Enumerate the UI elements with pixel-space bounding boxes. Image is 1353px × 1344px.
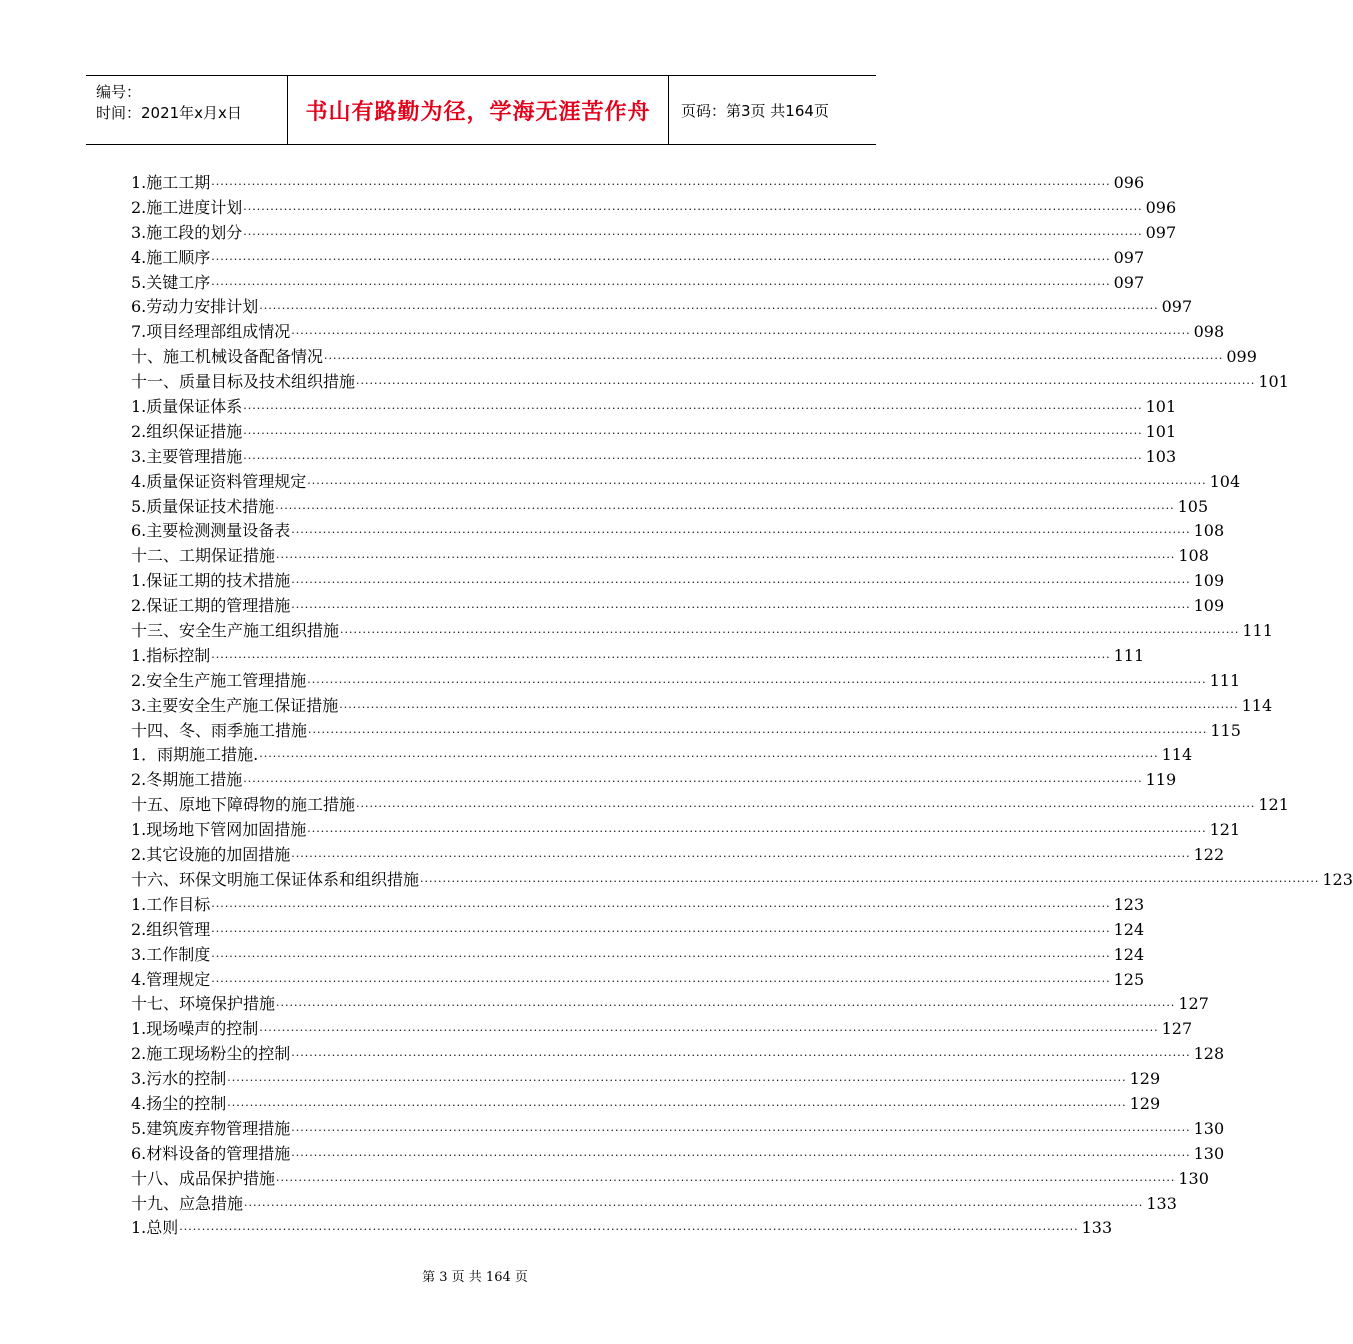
toc-entry[interactable] <box>131 719 1241 744</box>
toc-entry[interactable] <box>131 1092 1161 1117</box>
toc-entry-page: 121 <box>1209 820 1241 840</box>
toc-entry-page: 097 <box>1113 272 1145 292</box>
toc-leader-dots: ········································································································································································································ <box>308 725 1208 739</box>
toc-leader-dots: ········································································································································································································ <box>291 327 1191 341</box>
toc-entry[interactable] <box>131 793 1289 818</box>
toc-entry[interactable] <box>131 295 1193 320</box>
toc-leader-dots: ········································································································································································································ <box>211 924 1111 938</box>
toc-leader-dots: ········································································································································································································ <box>259 750 1159 764</box>
toc-entry[interactable] <box>131 470 1241 495</box>
page-header <box>86 75 876 145</box>
toc-entry[interactable] <box>131 992 1209 1017</box>
toc-entry[interactable] <box>131 246 1145 271</box>
toc-leader-dots: ········································································································································································································ <box>243 402 1143 416</box>
toc-entry[interactable] <box>131 196 1177 221</box>
toc-entry-page: 130 <box>1193 1143 1225 1163</box>
toc-entry-page: 115 <box>1210 720 1241 740</box>
toc-leader-dots: ········································································································································································································ <box>291 1049 1191 1063</box>
toc-entry-page: 097 <box>1113 247 1145 267</box>
toc-entry-title: 1.现场地下管网加固措施 <box>131 820 307 840</box>
toc-entry-page: 109 <box>1193 596 1225 616</box>
toc-entry-page: 101 <box>1258 372 1289 392</box>
toc-leader-dots: ········································································································································································································ <box>211 178 1111 191</box>
toc-entry[interactable] <box>131 320 1225 345</box>
header-page-label: 页码：第3页 共164页 <box>681 102 829 120</box>
toc-leader-dots: ········································································································································································································ <box>324 352 1224 366</box>
toc-leader-dots: ········································································································································································································ <box>259 1024 1159 1038</box>
toc-entry[interactable] <box>131 1117 1225 1142</box>
toc-entry-page: 104 <box>1209 471 1241 491</box>
toc-entry-title: 十、施工机械设备配备情况 <box>131 347 324 367</box>
toc-leader-dots: ········································································································································································································ <box>291 576 1191 590</box>
toc-leader-dots: ········································································································································································································ <box>420 874 1320 888</box>
document-time-label: 时间：2021年x月x日 <box>96 104 242 122</box>
toc-entry[interactable] <box>131 271 1145 296</box>
toc-entry[interactable] <box>131 1167 1209 1192</box>
toc-entry-title: 十二、工期保证措施 <box>131 546 276 566</box>
toc-entry-title: 3.主要管理措施 <box>131 446 243 466</box>
table-of-contents <box>131 171 1353 1241</box>
toc-entry-page: 124 <box>1113 944 1145 964</box>
toc-entry[interactable] <box>131 345 1257 370</box>
toc-entry-page: 124 <box>1113 919 1145 939</box>
toc-entry-title: 6.材料设备的管理措施 <box>131 1143 291 1163</box>
toc-leader-dots: ········································································································································································································ <box>307 476 1207 490</box>
toc-leader-dots: ········································································································································································································ <box>276 1173 1176 1187</box>
toc-entry-page: 098 <box>1193 322 1225 342</box>
toc-entry-page: 108 <box>1178 546 1209 566</box>
toc-entry[interactable] <box>131 1142 1225 1167</box>
toc-entry-page: 097 <box>1145 222 1177 242</box>
toc-entry-page: 111 <box>1242 621 1273 641</box>
toc-leader-dots: ········································································································································································································ <box>275 501 1175 515</box>
toc-entry-title: 1.现场噪声的控制 <box>131 1019 259 1039</box>
toc-entry[interactable] <box>131 968 1145 993</box>
toc-leader-dots: ········································································································································································································ <box>211 974 1111 988</box>
toc-leader-dots: ········································································································································································································ <box>356 377 1256 391</box>
toc-entry[interactable] <box>131 918 1145 943</box>
toc-entry[interactable] <box>131 370 1289 395</box>
toc-entry-page: 133 <box>1146 1193 1177 1213</box>
toc-entry[interactable] <box>131 644 1145 669</box>
toc-entry-page: 114 <box>1161 745 1193 765</box>
toc-entry-page: 105 <box>1177 496 1209 516</box>
toc-entry-page: 121 <box>1258 795 1289 815</box>
toc-entry-title: 4.扬尘的控制 <box>131 1093 227 1113</box>
toc-entry-title: 4.管理规定 <box>131 969 211 989</box>
toc-leader-dots: ········································································································································································································ <box>244 1198 1144 1212</box>
toc-entry-page: 129 <box>1129 1069 1161 1089</box>
toc-leader-dots: ········································································································································································································ <box>356 800 1256 814</box>
toc-entry-page: 099 <box>1226 347 1257 367</box>
toc-entry[interactable] <box>131 893 1145 918</box>
toc-leader-dots: ········································································································································································································ <box>291 1148 1191 1162</box>
toc-entry-page: 109 <box>1193 571 1225 591</box>
toc-entry-page: 127 <box>1178 994 1209 1014</box>
toc-entry-title: 十九、应急措施 <box>131 1193 244 1213</box>
toc-entry[interactable] <box>131 420 1177 445</box>
toc-entry-page: 129 <box>1129 1093 1161 1113</box>
toc-entry-title: 1.总则 <box>131 1218 179 1238</box>
toc-leader-dots: ········································································································································································································ <box>339 700 1239 714</box>
toc-entry[interactable] <box>131 818 1241 843</box>
toc-entry-page: 114 <box>1241 695 1273 715</box>
toc-entry-title: 6.劳动力安排计划 <box>131 297 259 317</box>
toc-entry[interactable] <box>131 395 1177 420</box>
toc-entry[interactable] <box>131 943 1145 968</box>
toc-entry-title: 1.质量保证体系 <box>131 397 243 417</box>
toc-entry-page: 128 <box>1193 1044 1225 1064</box>
toc-leader-dots: ········································································································································································································ <box>276 999 1176 1013</box>
toc-entry-page: 108 <box>1193 521 1225 541</box>
toc-entry-page: 130 <box>1178 1168 1209 1188</box>
toc-entry-page: 130 <box>1193 1118 1225 1138</box>
toc-entry[interactable] <box>131 519 1225 544</box>
toc-entry-title: 2.安全生产施工管理措施 <box>131 670 307 690</box>
toc-entry[interactable] <box>131 619 1273 644</box>
toc-leader-dots: ········································································································································································································ <box>211 252 1111 266</box>
toc-entry-page: 111 <box>1113 645 1145 665</box>
toc-entry-title: 1.指标控制 <box>131 645 211 665</box>
toc-entry-title: 十五、原地下障碍物的施工措施 <box>131 795 356 815</box>
toc-leader-dots: ········································································································································································································ <box>340 626 1240 640</box>
toc-entry-page: 101 <box>1145 421 1177 441</box>
toc-leader-dots: ········································································································································································································ <box>291 601 1191 615</box>
toc-leader-dots: ········································································································································································································ <box>291 850 1191 864</box>
toc-entry-title: 2.冬期施工措施 <box>131 770 243 790</box>
toc-entry[interactable] <box>131 1017 1193 1042</box>
toc-entry-page: 127 <box>1161 1019 1193 1039</box>
toc-entry[interactable] <box>131 1192 1177 1217</box>
toc-entry[interactable] <box>131 694 1273 719</box>
toc-entry-title: 2.保证工期的管理措施 <box>131 596 291 616</box>
toc-entry-title: 5.建筑废弃物管理措施 <box>131 1118 291 1138</box>
toc-leader-dots: ········································································································································································································ <box>291 526 1191 540</box>
toc-entry-title: 2.组织保证措施 <box>131 421 243 441</box>
toc-leader-dots: ········································································································································································································ <box>307 675 1207 689</box>
toc-leader-dots: ········································································································································································································ <box>211 277 1111 291</box>
toc-entry-title: 1．雨期施工措施. <box>131 745 259 765</box>
toc-entry[interactable] <box>131 768 1177 793</box>
toc-entry-page: 097 <box>1161 297 1193 317</box>
toc-leader-dots: ········································································································································································································ <box>211 899 1111 913</box>
toc-entry-title: 十七、环境保护措施 <box>131 994 276 1014</box>
toc-entry-page: 096 <box>1145 197 1177 217</box>
toc-entry-page: 133 <box>1081 1218 1113 1238</box>
toc-entry[interactable] <box>131 868 1353 893</box>
toc-entry[interactable] <box>131 544 1209 569</box>
toc-entry-title: 5.质量保证技术措施 <box>131 496 275 516</box>
page-footer: 第 3 页 共 164 页 <box>422 1270 528 1285</box>
toc-entry-title: 3.施工段的划分 <box>131 222 243 242</box>
toc-entry-page: 119 <box>1145 770 1177 790</box>
toc-entry-title: 十三、安全生产施工组织措施 <box>131 621 340 641</box>
toc-entry[interactable] <box>131 1216 1113 1241</box>
toc-entry-title: 2.组织管理 <box>131 919 211 939</box>
toc-entry-title: 6.主要检测测量设备表 <box>131 521 291 541</box>
toc-entry-page: 096 <box>1113 173 1145 192</box>
toc-entry[interactable] <box>131 171 1145 196</box>
toc-entry-page: 122 <box>1193 845 1225 865</box>
toc-entry-page: 101 <box>1145 397 1177 417</box>
toc-entry-title: 1.保证工期的技术措施 <box>131 571 291 591</box>
toc-entry-title: 5.关键工序 <box>131 272 211 292</box>
toc-leader-dots: ········································································································································································································ <box>243 451 1143 465</box>
toc-leader-dots: ········································································································································································································ <box>307 825 1207 839</box>
document-number-label: 编号： <box>96 83 142 101</box>
toc-leader-dots: ········································································································································································································ <box>211 650 1111 664</box>
toc-entry[interactable] <box>131 569 1225 594</box>
toc-entry-title: 十一、质量目标及技术组织措施 <box>131 372 356 392</box>
toc-entry[interactable] <box>131 743 1193 768</box>
toc-entry[interactable] <box>131 594 1225 619</box>
toc-entry-page: 123 <box>1322 869 1353 889</box>
toc-entry-title: 4.质量保证资料管理规定 <box>131 471 307 491</box>
toc-entry-title: 十八、成品保护措施 <box>131 1168 276 1188</box>
toc-entry-page: 103 <box>1145 446 1177 466</box>
toc-leader-dots: ········································································································································································································ <box>243 775 1143 789</box>
toc-entry-title: 3.工作制度 <box>131 944 211 964</box>
toc-entry-title: 3.主要安全生产施工保证措施 <box>131 695 339 715</box>
toc-entry[interactable] <box>131 843 1225 868</box>
toc-entry-title: 3.污水的控制 <box>131 1069 227 1089</box>
toc-entry-title: 1.施工工期 <box>131 173 211 192</box>
toc-entry-title: 2.施工进度计划 <box>131 197 243 217</box>
toc-entry-title: 2.施工现场粉尘的控制 <box>131 1044 291 1064</box>
header-left <box>96 82 242 124</box>
toc-leader-dots: ········································································································································································································ <box>179 1223 1079 1237</box>
toc-entry[interactable] <box>131 1067 1161 1092</box>
toc-entry[interactable] <box>131 221 1177 246</box>
toc-leader-dots: ········································································································································································································ <box>243 202 1143 216</box>
toc-entry[interactable] <box>131 495 1209 520</box>
toc-entry-title: 4.施工顺序 <box>131 247 211 267</box>
toc-entry-title: 十四、冬、雨季施工措施 <box>131 720 308 740</box>
toc-entry[interactable] <box>131 445 1177 470</box>
toc-leader-dots: ········································································································································································································ <box>259 302 1159 316</box>
toc-leader-dots: ········································································································································································································ <box>243 227 1143 241</box>
toc-entry-page: 111 <box>1209 670 1241 690</box>
toc-leader-dots: ········································································································································································································ <box>291 1123 1191 1137</box>
toc-entry-title: 7.项目经理部组成情况 <box>131 322 291 342</box>
toc-leader-dots: ········································································································································································································ <box>243 426 1143 440</box>
toc-entry-title: 1.工作目标 <box>131 894 211 914</box>
toc-entry-page: 125 <box>1113 969 1145 989</box>
toc-entry[interactable] <box>131 669 1241 694</box>
toc-entry-title: 十六、环保文明施工保证体系和组织措施 <box>131 869 420 889</box>
toc-entry-title: 2.其它设施的加固措施 <box>131 845 291 865</box>
toc-leader-dots: ········································································································································································································ <box>227 1098 1127 1112</box>
toc-entry[interactable] <box>131 1042 1225 1067</box>
toc-leader-dots: ········································································································································································································ <box>276 551 1176 565</box>
header-motto: 书山有路勤为径，学海无涯苦作舟 <box>287 76 669 144</box>
toc-leader-dots: ········································································································································································································ <box>211 949 1111 963</box>
toc-entry-page: 123 <box>1113 894 1145 914</box>
toc-leader-dots: ········································································································································································································ <box>227 1074 1127 1088</box>
